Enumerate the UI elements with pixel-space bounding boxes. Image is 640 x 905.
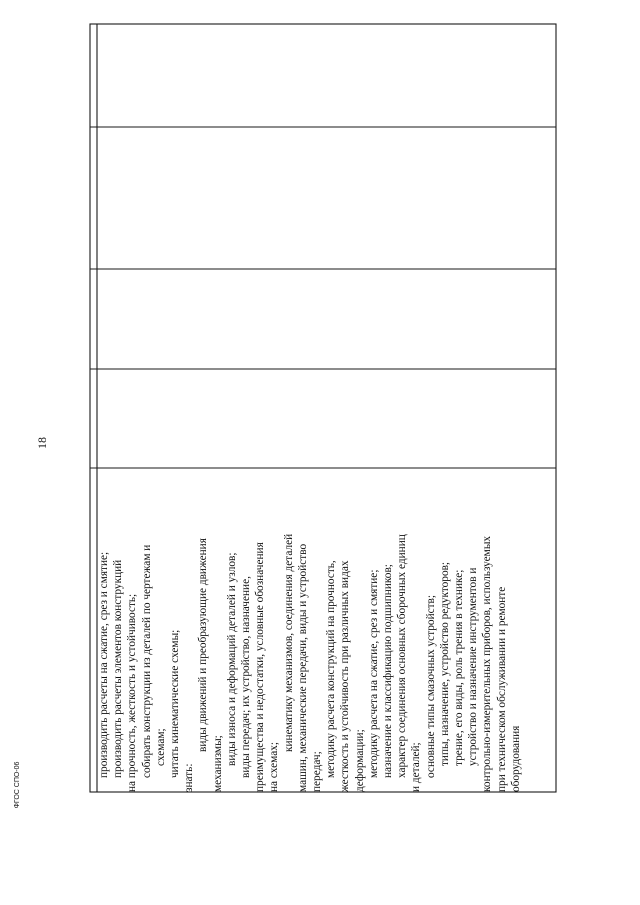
text-line: типы, назначение, устройство редукторов; [438,561,451,766]
text-line: преимущества и недостатки, условные обозначения [254,542,267,792]
text-line: методику расчета конструкций на прочность, [325,560,338,778]
text-line: характер соединения основных сборочных единиц [396,534,409,778]
text-line: собирать конструкции из деталей по чертежам и [140,544,153,778]
text-line: и деталей; [410,742,423,792]
document-code: ФГОС СПО-06 [14,761,21,809]
text-line: контрольно-измерительных приборов, используемых [481,535,494,792]
text-line: виды движений и преобразующие движения [197,538,210,752]
text-line: знать: [183,763,196,792]
text-line: передач; [311,751,324,792]
page-number: 18 [35,437,49,449]
text-line: виды передач; их устройство, назначение, [240,576,253,778]
text-line: читать кинематические схемы; [169,629,182,778]
text-line: основные типы смазочных устройств; [424,594,437,778]
text-line: машин, механические передачи, виды и устройство [296,543,309,792]
text-line: производить расчеты элементов конструкций [112,559,125,778]
text-line: на прочность, жесткость и устойчивость; [126,593,139,792]
text-line: при техническом обслуживании и ремонте [495,586,508,792]
text-line: деформации; [353,729,366,792]
text-line: трение, его виды, роль трения в технике; [453,569,466,766]
competence-text-block [97,462,523,792]
text-line: схемам; [154,728,167,766]
text-line: на схемах; [268,741,281,792]
text-line: оборудования [509,725,522,792]
text-line: жесткость и устойчивость при различных видах [339,560,352,792]
text-line: назначение и классификацию подшипников; [382,564,395,778]
text-line: производить расчеты на сжатие, срез и смятие; [98,551,110,778]
text-line: механизмы; [211,735,224,792]
text-line: кинематику механизмов, соединения деталей [282,533,295,752]
text-line: методику расчета на сжатие, срез и смятие; [367,569,380,778]
text-line: устройство и назначение инструментов и [467,567,480,766]
text-line: виды износа и деформаций деталей и узлов; [225,552,238,766]
